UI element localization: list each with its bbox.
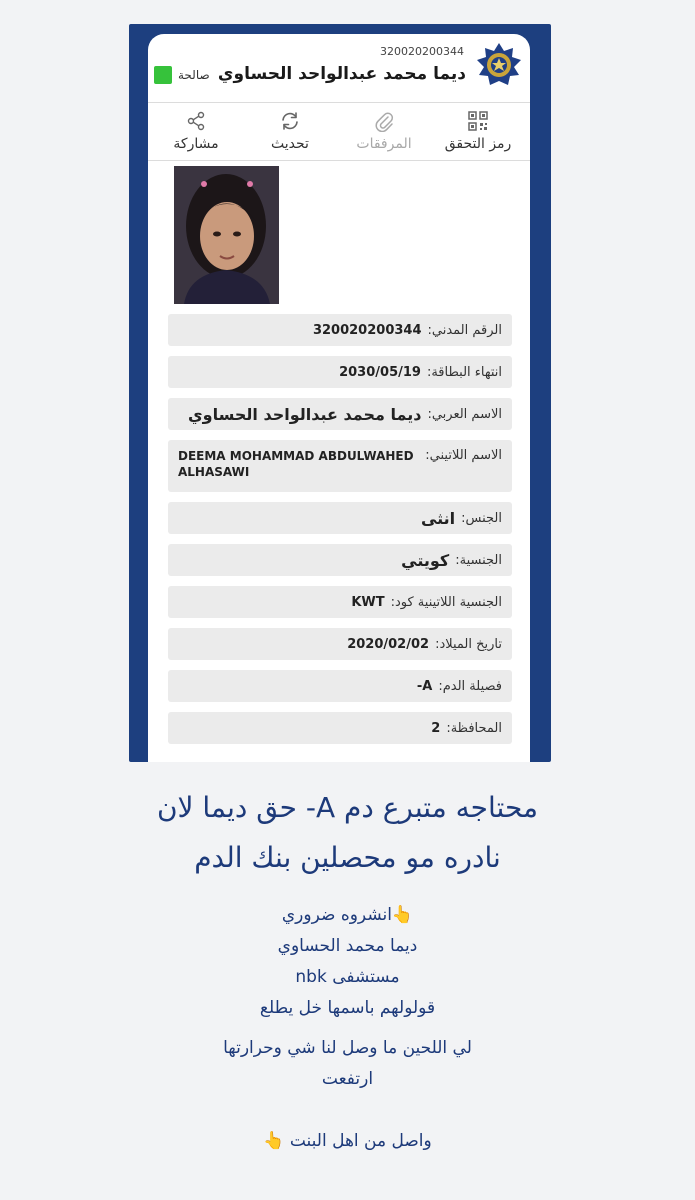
share-button[interactable] <box>156 104 236 160</box>
card-toolbar <box>148 104 530 160</box>
field-governorate <box>168 712 512 744</box>
refresh-label: تحديث <box>271 136 309 152</box>
toolbar-divider <box>148 160 530 161</box>
field-value: DEEMA MOHAMMAD ABDULWAHED ALHASAWI <box>178 449 414 479</box>
field-value: A- <box>416 678 433 694</box>
field-label: الجنسية: <box>455 552 502 568</box>
refresh-button[interactable] <box>250 104 330 160</box>
message-line: ارتفعت <box>321 1069 374 1089</box>
status-label: صالحة <box>178 68 210 82</box>
holder-photo <box>174 166 279 304</box>
card-fields <box>168 314 512 754</box>
header-divider <box>148 102 530 103</box>
paperclip-icon <box>373 110 395 132</box>
field-value: كويتي <box>401 550 450 570</box>
field-label: تاريخ الميلاد: <box>435 636 502 652</box>
message-line: لي اللحين ما وصل لنا شي وحرارتها <box>223 1038 472 1058</box>
attachments-label: المرفقات <box>356 136 412 152</box>
field-label: الرقم المدني: <box>427 322 502 338</box>
field-value: ديما محمد عبدالواحد الحساوي <box>187 404 422 424</box>
message-line: واصل من اهل البنت 👆 <box>263 1131 432 1151</box>
message-line: مستشفى nbk <box>295 967 400 987</box>
field-birth-date <box>168 628 512 660</box>
status-indicator-icon <box>154 66 172 84</box>
field-arabic-name <box>168 398 512 430</box>
field-label: الجنس: <box>461 510 502 526</box>
field-gender <box>168 502 512 534</box>
caption-line-2: نادره مو محصلين بنك الدم <box>194 841 501 874</box>
message-line: 👆انشروه ضروري <box>281 905 414 925</box>
field-label: الاسم اللاتيني: <box>425 448 502 463</box>
field-label: المحافظة: <box>446 720 502 736</box>
field-value: KWT <box>351 594 385 610</box>
field-latin-name <box>168 440 512 492</box>
field-value: 320020200344 <box>312 322 422 338</box>
field-value: انثى <box>420 508 456 528</box>
refresh-icon <box>279 110 301 132</box>
field-nationality-code <box>168 586 512 618</box>
qr-code-button[interactable] <box>438 104 518 160</box>
civil-id-number-header: 320020200344 <box>380 45 464 58</box>
civil-id-card <box>148 34 530 762</box>
caption-line-1: محتاجه متبرع دم A- حق ديما لان <box>156 791 539 824</box>
share-label: مشاركة <box>173 136 219 152</box>
card-status <box>154 66 210 84</box>
field-label: الاسم العربي: <box>427 406 502 422</box>
field-value: 2030/05/19 <box>339 364 421 380</box>
paci-logo-icon <box>476 42 522 88</box>
card-holder-name: ديما محمد عبدالواحد الحساوي <box>217 64 466 84</box>
field-card-expiry <box>168 356 512 388</box>
qr-icon <box>467 110 489 132</box>
portrait-image <box>174 166 279 304</box>
field-value: 2020/02/02 <box>347 636 430 652</box>
message-line: ديما محمد الحساوي <box>277 936 418 956</box>
field-label: انتهاء البطاقة: <box>426 364 502 380</box>
message-line: قولولهم باسمها خل يطلع <box>259 998 436 1018</box>
share-icon <box>185 110 207 132</box>
attachments-button[interactable] <box>344 104 424 160</box>
field-label: الجنسية اللاتينية كود: <box>390 594 502 610</box>
field-blood-type <box>168 670 512 702</box>
field-label: فصيلة الدم: <box>438 678 502 694</box>
field-civil-id <box>168 314 512 346</box>
qr-code-label: رمز التحقق <box>444 136 512 152</box>
field-value: 2 <box>431 720 441 736</box>
field-nationality <box>168 544 512 576</box>
